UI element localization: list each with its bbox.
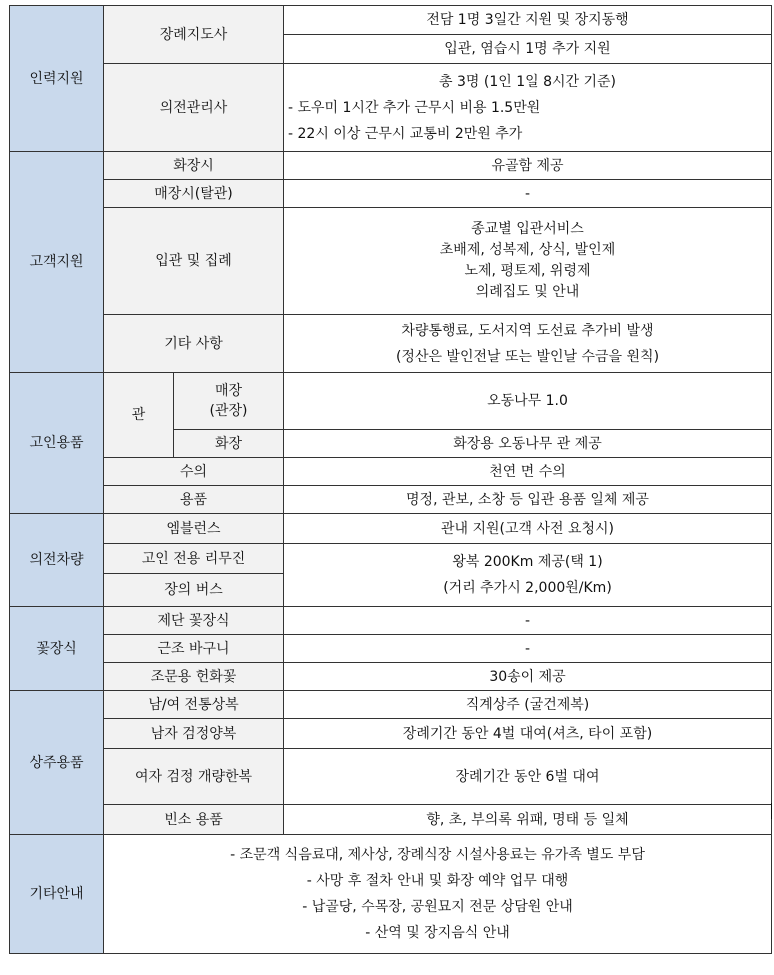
value-coffin-cremation: 화장용 오동나무 관 제공: [284, 430, 772, 458]
etc-line-2: (정산은 발인전날 또는 발인날 수금을 원칙): [395, 348, 660, 365]
value-ambulance: 관내 지원(고객 사전 요청시): [284, 514, 772, 544]
category-customer: 고객지원: [10, 152, 104, 373]
label-shroud: 수의: [104, 458, 284, 486]
label-limousine: 고인 전용 리무진: [104, 544, 284, 574]
value-etc: [284, 315, 772, 373]
coffin-burial-line-2: (관장): [209, 403, 248, 419]
category-deceased-goods: 고인용품: [10, 373, 104, 514]
ritual-manager-line-3: - 22시 이상 근무시 교통비 2만원 추가: [288, 125, 523, 142]
category-flowers: 꽃장식: [10, 607, 104, 691]
label-men-suit: 남자 검정양복: [104, 719, 284, 749]
category-vehicles: 의전차량: [10, 514, 104, 607]
label-ambulance: 엠블런스: [104, 514, 284, 544]
label-ritual-manager: 의전관리사: [104, 64, 284, 152]
value-altar-flowers: -: [284, 607, 772, 635]
value-women-hanbok: 장례기간 동안 6벌 대여: [284, 749, 772, 805]
label-altar-flowers: 제단 꽃장식: [104, 607, 284, 635]
service-table: [9, 5, 772, 954]
value-ritual-manager: [284, 64, 772, 152]
value-cremation: 유골함 제공: [284, 152, 772, 180]
value-items: 명정, 관보, 소창 등 입관 용품 일체 제공: [284, 486, 772, 514]
label-funeral-director: 장례지도사: [104, 6, 284, 64]
category-staff: 인력지원: [10, 6, 104, 152]
value-men-suit: 장례기간 동안 4벌 대여(셔츠, 타이 포함): [284, 719, 772, 749]
etc-line-1: 차량통행료, 도서지역 도선료 추가비 발생: [401, 322, 654, 339]
label-burial: 매장시(탈관): [104, 180, 284, 208]
coffin-burial-line-1: 매장: [214, 383, 243, 399]
label-traditional: 남/여 전통상복: [104, 691, 284, 719]
label-offering-flowers: 조문용 헌화꽃: [104, 663, 284, 691]
label-encoffin: 입관 및 집례: [104, 208, 284, 315]
value-offering-flowers: 30송이 제공: [284, 663, 772, 691]
label-coffin-burial: [174, 373, 284, 430]
ritual-manager-line-1: 총 3명 (1인 1일 8시간 기준): [439, 73, 616, 90]
label-women-hanbok: 여자 검정 개량한복: [104, 749, 284, 805]
value-shroud: 천연 면 수의: [284, 458, 772, 486]
other-line-4: - 산역 및 장지음식 안내: [365, 925, 510, 941]
other-line-3: - 납골당, 수목장, 공원묘지 전문 상담원 안내: [302, 899, 573, 915]
label-basket: 근조 바구니: [104, 635, 284, 663]
label-etc: 기타 사항: [104, 315, 284, 373]
value-basket: -: [284, 635, 772, 663]
category-mourner: 상주용품: [10, 691, 104, 835]
other-line-1: - 조문객 식음료대, 제사상, 장례식장 시설사용료는 유가족 별도 부담: [230, 847, 645, 863]
vehicles-line-2: (거리 추가시 2,000원/Km): [443, 580, 612, 596]
value-coffin-burial: 오동나무 1.0: [284, 373, 772, 430]
category-other: 기타안내: [10, 835, 104, 954]
value-vehicles-shared: [284, 544, 772, 607]
value-burial: -: [284, 180, 772, 208]
value-altar-goods: 향, 초, 부의록 위패, 명태 등 일체: [284, 805, 772, 835]
other-line-2: - 사망 후 절차 안내 및 화장 예약 업무 대행: [306, 873, 569, 889]
label-bus: 장의 버스: [104, 574, 284, 607]
label-cremation: 화장시: [104, 152, 284, 180]
value-encoffin: [284, 208, 772, 315]
label-altar-goods: 빈소 용품: [104, 805, 284, 835]
encoffin-line-2: 초배제, 성복제, 상식, 발인제: [439, 242, 616, 258]
value-funeral-director-2: 입관, 염습시 1명 추가 지원: [284, 35, 772, 64]
value-other: [104, 835, 772, 954]
label-coffin: 관: [104, 373, 174, 458]
value-traditional: 직계상주 (굴건제복): [284, 691, 772, 719]
encoffin-line-4: 의례집도 및 안내: [475, 284, 580, 300]
encoffin-line-3: 노제, 평토제, 위령제: [464, 263, 591, 279]
text-cursor: [771, 803, 772, 819]
encoffin-line-1: 종교별 입관서비스: [471, 221, 584, 237]
vehicles-line-1: 왕복 200Km 제공(택 1): [452, 554, 603, 570]
label-coffin-cremation: 화장: [174, 430, 284, 458]
ritual-manager-line-2: - 도우미 1시간 추가 근무시 비용 1.5만원: [288, 99, 541, 116]
label-items: 용품: [104, 486, 284, 514]
value-funeral-director-1: 전담 1명 3일간 지원 및 장지동행: [284, 6, 772, 35]
